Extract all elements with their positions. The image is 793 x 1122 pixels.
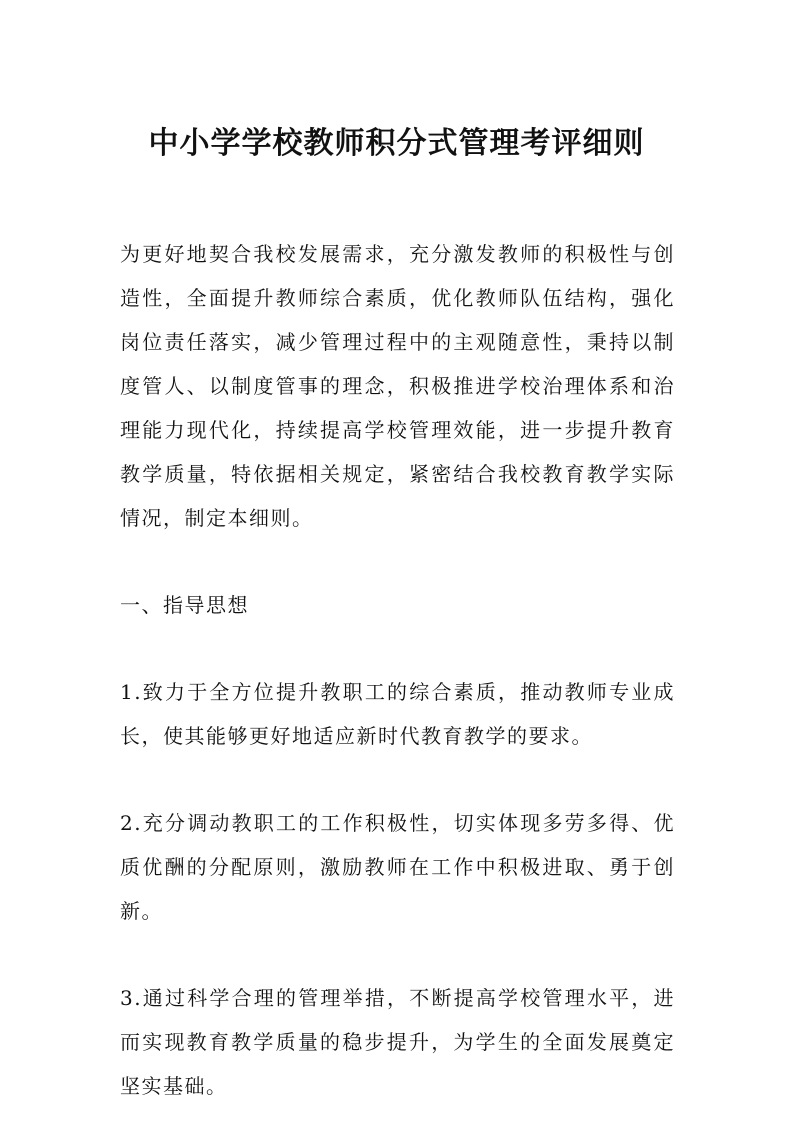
intro-paragraph: 为更好地契合我校发展需求，充分激发教师的积极性与创造性，全面提升教师综合素质，优化教师队伍结构，强化岗位责任落实，减少管理过程中的主观随意性，秉持以制度管人、以制度管事的理念，积极推进学校治理体系和治理能力现代化，持续提高学校管理效能，进一步提升教育教学质量，特依据相关规定，紧密结合我校教育教学实际情况，制定本细则。 — [120, 242, 675, 530]
document-body — [120, 232, 675, 1108]
list-item-1: 1.致力于全方位提升教职工的综合素质，推动教师专业成长，使其能够更好地适应新时代教育教学的要求。 — [120, 680, 675, 748]
section-heading-guiding-ideology: 一、指导思想 — [120, 593, 249, 617]
list-item-2: 2.充分调动教职工的工作积极性，切实体现多劳多得、优质优酬的分配原则，激励教师在工作中积极进取、勇于创新。 — [120, 811, 675, 923]
list-item-3: 3.通过科学合理的管理举措，不断提高学校管理水平，进而实现教育教学质量的稳步提升，为学生的全面发展奠定坚实基础。 — [120, 986, 675, 1098]
document-title: 中小学学校教师积分式管理考评细则 — [148, 126, 645, 161]
